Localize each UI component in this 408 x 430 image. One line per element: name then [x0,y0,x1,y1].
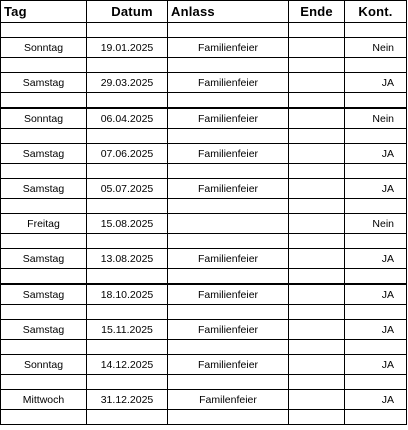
empty-cell[interactable] [289,340,345,355]
cell-ende[interactable] [289,38,345,58]
spacer-row [1,234,407,249]
cell-datum[interactable]: 07.06.2025 [87,144,168,164]
empty-cell[interactable] [87,129,168,144]
spacer-row [1,340,407,355]
empty-cell[interactable] [168,375,289,390]
empty-cell[interactable] [289,305,345,320]
empty-cell[interactable] [168,164,289,179]
cell-anlass[interactable]: Familienfeier [168,320,289,340]
cell-tag[interactable]: Samstag [1,249,87,269]
empty-cell[interactable] [87,340,168,355]
cell-tag[interactable]: Samstag [1,320,87,340]
cell-ende[interactable] [289,108,345,129]
cell-tag[interactable]: Samstag [1,179,87,199]
empty-cell[interactable] [168,93,289,109]
cell-anlass[interactable]: Familenfeier [168,390,289,410]
cell-anlass[interactable]: Familienfeier [168,249,289,269]
empty-cell[interactable] [289,410,345,425]
spacer-row [1,410,407,425]
cell-anlass[interactable]: Familienfeier [168,144,289,164]
header-kont[interactable]: Kont. [345,1,407,23]
empty-cell[interactable] [1,375,87,390]
cell-kont[interactable]: JA [345,179,407,199]
table-row [1,38,407,58]
empty-cell[interactable] [345,199,407,214]
cell-ende[interactable] [289,320,345,340]
cell-tag[interactable]: Samstag [1,144,87,164]
spacer-row [1,23,407,38]
cell-datum[interactable]: 06.04.2025 [87,108,168,129]
cell-ende[interactable] [289,179,345,199]
table-row [1,108,407,129]
empty-cell[interactable] [1,269,87,285]
empty-cell[interactable] [289,58,345,73]
empty-cell[interactable] [168,234,289,249]
empty-cell[interactable] [168,129,289,144]
empty-cell[interactable] [87,269,168,285]
empty-cell[interactable] [345,269,407,285]
cell-kont[interactable]: Nein [345,108,407,129]
cell-kont[interactable]: JA [345,320,407,340]
cell-datum[interactable]: 29.03.2025 [87,73,168,93]
empty-cell[interactable] [1,23,87,38]
empty-cell[interactable] [1,129,87,144]
empty-cell[interactable] [168,269,289,285]
cell-kont[interactable]: JA [345,390,407,410]
header-row [1,1,407,23]
cell-ende[interactable] [289,144,345,164]
cell-anlass[interactable]: Familienfeier [168,73,289,93]
empty-cell[interactable] [289,23,345,38]
empty-cell[interactable] [289,199,345,214]
empty-cell[interactable] [87,58,168,73]
spacer-row [1,305,407,320]
cell-datum[interactable]: 19.01.2025 [87,38,168,58]
empty-cell[interactable] [1,93,87,109]
spacer-row [1,129,407,144]
empty-cell[interactable] [1,234,87,249]
empty-cell[interactable] [87,305,168,320]
cell-kont[interactable]: JA [345,144,407,164]
cell-datum[interactable]: 31.12.2025 [87,390,168,410]
cell-tag[interactable]: Samstag [1,284,87,305]
empty-cell[interactable] [345,58,407,73]
empty-cell[interactable] [345,375,407,390]
empty-cell[interactable] [289,129,345,144]
empty-cell[interactable] [1,410,87,425]
cell-anlass[interactable]: Familienfeier [168,108,289,129]
table-row [1,214,407,234]
empty-cell[interactable] [168,340,289,355]
cell-ende[interactable] [289,249,345,269]
cell-ende[interactable] [289,390,345,410]
empty-cell[interactable] [345,410,407,425]
empty-cell[interactable] [168,58,289,73]
table-row [1,249,407,269]
cell-tag[interactable]: Sonntag [1,355,87,375]
empty-cell[interactable] [168,410,289,425]
cell-tag[interactable]: Mittwoch [1,390,87,410]
empty-cell[interactable] [168,23,289,38]
cell-kont[interactable]: JA [345,355,407,375]
cell-kont[interactable]: JA [345,284,407,305]
table-row [1,355,407,375]
cell-anlass[interactable]: Familienfeier [168,355,289,375]
cell-datum[interactable]: 15.11.2025 [87,320,168,340]
table-row [1,73,407,93]
cell-kont[interactable]: JA [345,249,407,269]
table-row [1,144,407,164]
empty-cell[interactable] [87,23,168,38]
cell-anlass[interactable]: Familienfeier [168,179,289,199]
empty-cell[interactable] [87,199,168,214]
header-ende[interactable]: Ende [289,1,345,23]
cell-ende[interactable] [289,284,345,305]
spacer-row [1,269,407,285]
cell-datum[interactable]: 18.10.2025 [87,284,168,305]
cell-tag[interactable]: Sonntag [1,38,87,58]
empty-cell[interactable] [168,199,289,214]
cell-anlass[interactable] [168,214,289,234]
cell-kont[interactable]: Nein [345,214,407,234]
cell-datum[interactable]: 13.08.2025 [87,249,168,269]
empty-cell[interactable] [345,164,407,179]
empty-cell[interactable] [289,93,345,109]
empty-cell[interactable] [168,305,289,320]
empty-cell[interactable] [1,305,87,320]
empty-cell[interactable] [345,93,407,109]
empty-cell[interactable] [345,340,407,355]
empty-cell[interactable] [87,93,168,109]
spacer-row [1,199,407,214]
cell-kont[interactable]: JA [345,73,407,93]
table-row [1,284,407,305]
empty-cell[interactable] [289,375,345,390]
header-anlass[interactable]: Anlass [168,1,289,23]
empty-cell[interactable] [289,269,345,285]
header-tag[interactable]: Tag [1,1,87,23]
empty-cell[interactable] [345,23,407,38]
empty-cell[interactable] [345,234,407,249]
table-row [1,390,407,410]
empty-cell[interactable] [345,129,407,144]
cell-tag[interactable]: Sonntag [1,108,87,129]
cell-datum[interactable]: 14.12.2025 [87,355,168,375]
spacer-row [1,164,407,179]
cell-datum[interactable]: 05.07.2025 [87,179,168,199]
table-row [1,320,407,340]
empty-cell[interactable] [289,234,345,249]
empty-cell[interactable] [1,199,87,214]
table-row [1,179,407,199]
spacer-row [1,58,407,73]
cell-ende[interactable] [289,73,345,93]
spacer-row [1,93,407,109]
empty-cell[interactable] [1,340,87,355]
cell-datum[interactable]: 15.08.2025 [87,214,168,234]
empty-cell[interactable] [87,234,168,249]
empty-cell[interactable] [345,305,407,320]
empty-cell[interactable] [1,164,87,179]
empty-cell[interactable] [87,375,168,390]
cell-tag[interactable]: Samstag [1,73,87,93]
empty-cell[interactable] [87,164,168,179]
spacer-row [1,375,407,390]
empty-cell[interactable] [1,58,87,73]
empty-cell[interactable] [289,164,345,179]
header-datum[interactable]: Datum [87,1,168,23]
table-body [1,23,407,425]
empty-cell[interactable] [87,410,168,425]
cell-anlass[interactable]: Familienfeier [168,284,289,305]
cell-kont[interactable]: Nein [345,38,407,58]
cell-ende[interactable] [289,214,345,234]
cell-tag[interactable]: Freitag [1,214,87,234]
cell-anlass[interactable]: Familienfeier [168,38,289,58]
cell-ende[interactable] [289,355,345,375]
